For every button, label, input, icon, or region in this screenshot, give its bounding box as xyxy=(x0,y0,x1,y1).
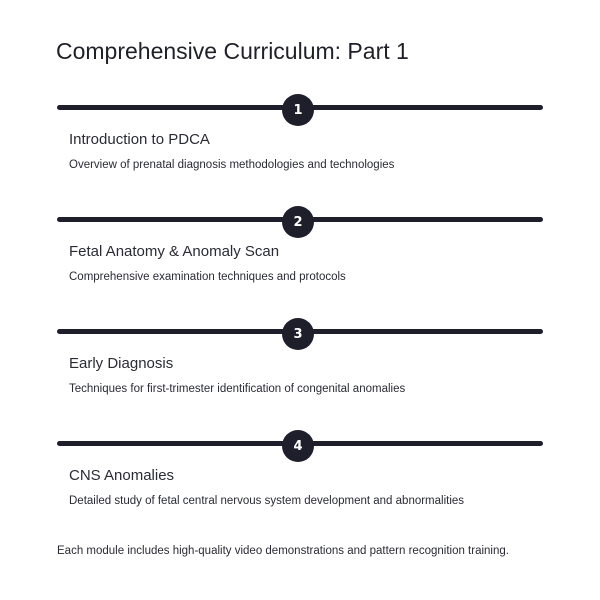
module-4 xyxy=(0,430,600,530)
step-number-badge: 3 xyxy=(282,318,314,350)
step-number-badge: 1 xyxy=(282,94,314,126)
module-description: Overview of prenatal diagnosis methodologies and technologies xyxy=(69,159,395,171)
module-title: Early Diagnosis xyxy=(69,355,174,372)
module-title: Introduction to PDCA xyxy=(69,131,210,148)
module-description: Comprehensive examination techniques and protocols xyxy=(69,271,346,283)
footer-note: Each module includes high-quality video demonstrations and pattern recognition training. xyxy=(57,545,509,557)
module-2 xyxy=(0,206,600,306)
page-title: Comprehensive Curriculum: Part 1 xyxy=(56,38,409,64)
module-3 xyxy=(0,318,600,418)
module-description: Techniques for first-trimester identification of congenital anomalies xyxy=(69,383,406,395)
module-description: Detailed study of fetal central nervous system development and abnormalities xyxy=(69,495,465,507)
module-title: CNS Anomalies xyxy=(69,467,175,484)
step-number-badge: 4 xyxy=(282,430,314,462)
module-title: Fetal Anatomy & Anomaly Scan xyxy=(69,243,280,260)
step-number-badge: 2 xyxy=(282,206,314,238)
module-1 xyxy=(0,94,600,194)
